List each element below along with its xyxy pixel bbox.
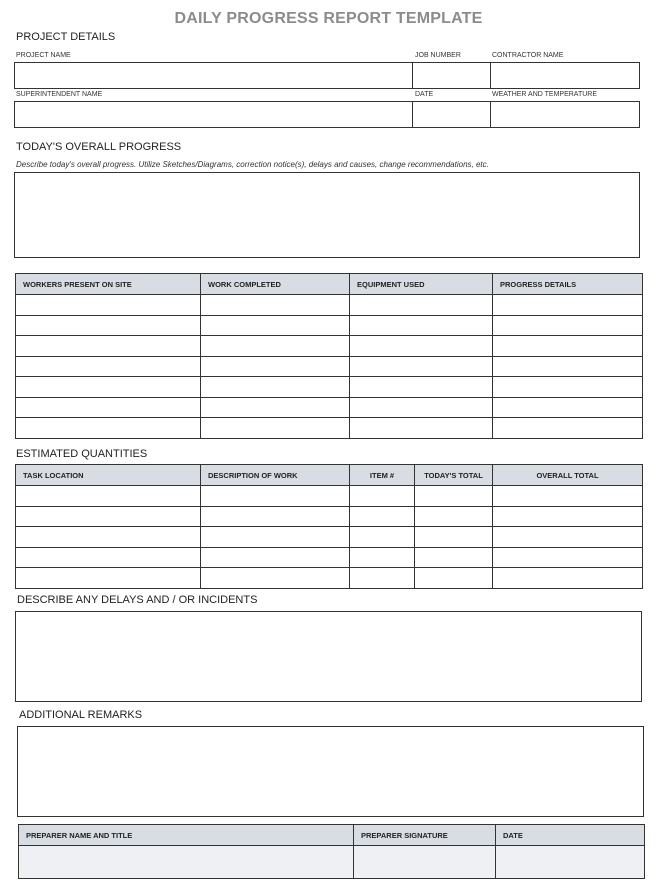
delays-heading: DESCRIBE ANY DELAYS AND / OR INCIDENTS [17,594,258,606]
table-cell[interactable] [201,568,350,589]
signoff-table-header [19,825,645,846]
table-cell[interactable] [493,336,643,357]
table-cell[interactable] [493,547,643,568]
overall-progress-field[interactable] [14,172,640,258]
signoff-date-header-cell: DATE [496,825,645,846]
table-cell[interactable] [16,336,201,357]
table-cell[interactable] [415,506,493,527]
table-cell[interactable] [16,356,201,377]
table-cell[interactable] [350,418,493,439]
table-cell[interactable] [415,547,493,568]
task-location-header-cell: TASK LOCATION [16,465,201,486]
remarks-field[interactable] [17,726,644,817]
progress-details-header-cell: PROGRESS DETAILS [493,274,643,295]
table-row [16,506,643,527]
table-cell[interactable] [415,486,493,507]
table-cell[interactable] [350,547,415,568]
quantities-table-header [16,465,643,486]
table-cell[interactable] [16,547,201,568]
preparer-name-header-cell: PREPARER NAME AND TITLE [19,825,354,846]
table-cell[interactable] [201,397,350,418]
overall-progress-heading: TODAY'S OVERALL PROGRESS [16,141,182,153]
table-cell[interactable] [201,418,350,439]
table-row [16,418,643,439]
table-cell[interactable] [201,506,350,527]
table-row [16,527,643,548]
preparer-name-field[interactable] [19,846,354,879]
table-cell[interactable] [493,315,643,336]
overall-total-header-cell: OVERALL TOTAL [493,465,643,486]
contractor-name-label: CONTRACTOR NAME [492,52,564,59]
table-cell[interactable] [16,418,201,439]
job-number-label: JOB NUMBER [415,52,461,59]
workers-table [15,273,643,439]
table-cell[interactable] [201,377,350,398]
work-completed-header-cell: WORK COMPLETED [201,274,350,295]
signoff-date-field[interactable] [496,846,645,879]
table-cell[interactable] [493,486,643,507]
workers-header-cell: WORKERS PRESENT ON SITE [16,274,201,295]
date-label: DATE [415,91,434,98]
table-cell[interactable] [16,377,201,398]
job-number-field[interactable] [412,62,491,89]
todays-total-header-cell: TODAY'S TOTAL [415,465,493,486]
table-cell[interactable] [201,295,350,316]
table-cell[interactable] [350,295,493,316]
table-cell[interactable] [201,527,350,548]
table-cell[interactable] [201,486,350,507]
table-cell[interactable] [350,506,415,527]
table-cell[interactable] [350,568,415,589]
contractor-name-field[interactable] [490,62,640,89]
weather-label: WEATHER AND TEMPERATURE [492,91,598,98]
table-cell[interactable] [350,397,493,418]
table-cell[interactable] [16,568,201,589]
table-row [16,486,643,507]
table-cell[interactable] [16,506,201,527]
table-cell[interactable] [493,295,643,316]
delays-field[interactable] [15,611,642,702]
table-cell[interactable] [415,527,493,548]
project-name-field[interactable] [14,62,413,89]
superintendent-name-label: SUPERINTENDENT NAME [16,91,103,98]
table-cell[interactable] [350,315,493,336]
estimated-quantities-heading: ESTIMATED QUANTITIES [16,448,148,460]
table-cell[interactable] [415,568,493,589]
project-name-label: PROJECT NAME [16,52,71,59]
table-cell[interactable] [350,486,415,507]
table-cell[interactable] [16,527,201,548]
date-field[interactable] [412,101,491,128]
overall-progress-instruction: Describe today's overall progress. Utilize Sketches/Diagrams, correction notice(s), delays and causes, change recommendations, etc. [16,160,489,169]
preparer-signature-header-cell: PREPARER SIGNATURE [354,825,496,846]
table-cell[interactable] [493,397,643,418]
table-row [16,315,643,336]
table-cell[interactable] [350,356,493,377]
table-row [16,397,643,418]
superintendent-name-field[interactable] [14,101,413,128]
table-cell[interactable] [16,486,201,507]
table-row [16,377,643,398]
table-row [16,295,643,316]
table-cell[interactable] [493,356,643,377]
table-cell[interactable] [493,418,643,439]
table-cell[interactable] [16,315,201,336]
table-row [16,356,643,377]
table-row [16,547,643,568]
table-cell[interactable] [493,377,643,398]
table-cell[interactable] [201,315,350,336]
table-row [19,846,645,879]
table-cell[interactable] [350,527,415,548]
table-row [16,336,643,357]
project-details-heading: PROJECT DETAILS [16,31,116,43]
weather-field[interactable] [490,101,640,128]
workers-table-header [16,274,643,295]
table-cell[interactable] [201,336,350,357]
description-of-work-header-cell: DESCRIPTION OF WORK [201,465,350,486]
table-cell[interactable] [493,506,643,527]
equipment-used-header-cell: EQUIPMENT USED [350,274,493,295]
table-cell[interactable] [493,527,643,548]
table-cell[interactable] [350,377,493,398]
page-title: DAILY PROGRESS REPORT TEMPLATE [174,10,483,27]
table-row [16,568,643,589]
table-cell[interactable] [201,547,350,568]
table-cell[interactable] [493,568,643,589]
table-cell[interactable] [16,397,201,418]
remarks-heading: ADDITIONAL REMARKS [19,709,143,721]
table-cell[interactable] [350,336,493,357]
preparer-signature-field[interactable] [354,846,496,879]
estimated-quantities-table [15,464,643,589]
signoff-table [18,824,645,879]
item-number-header-cell: ITEM # [350,465,415,486]
table-cell[interactable] [201,356,350,377]
table-cell[interactable] [16,295,201,316]
